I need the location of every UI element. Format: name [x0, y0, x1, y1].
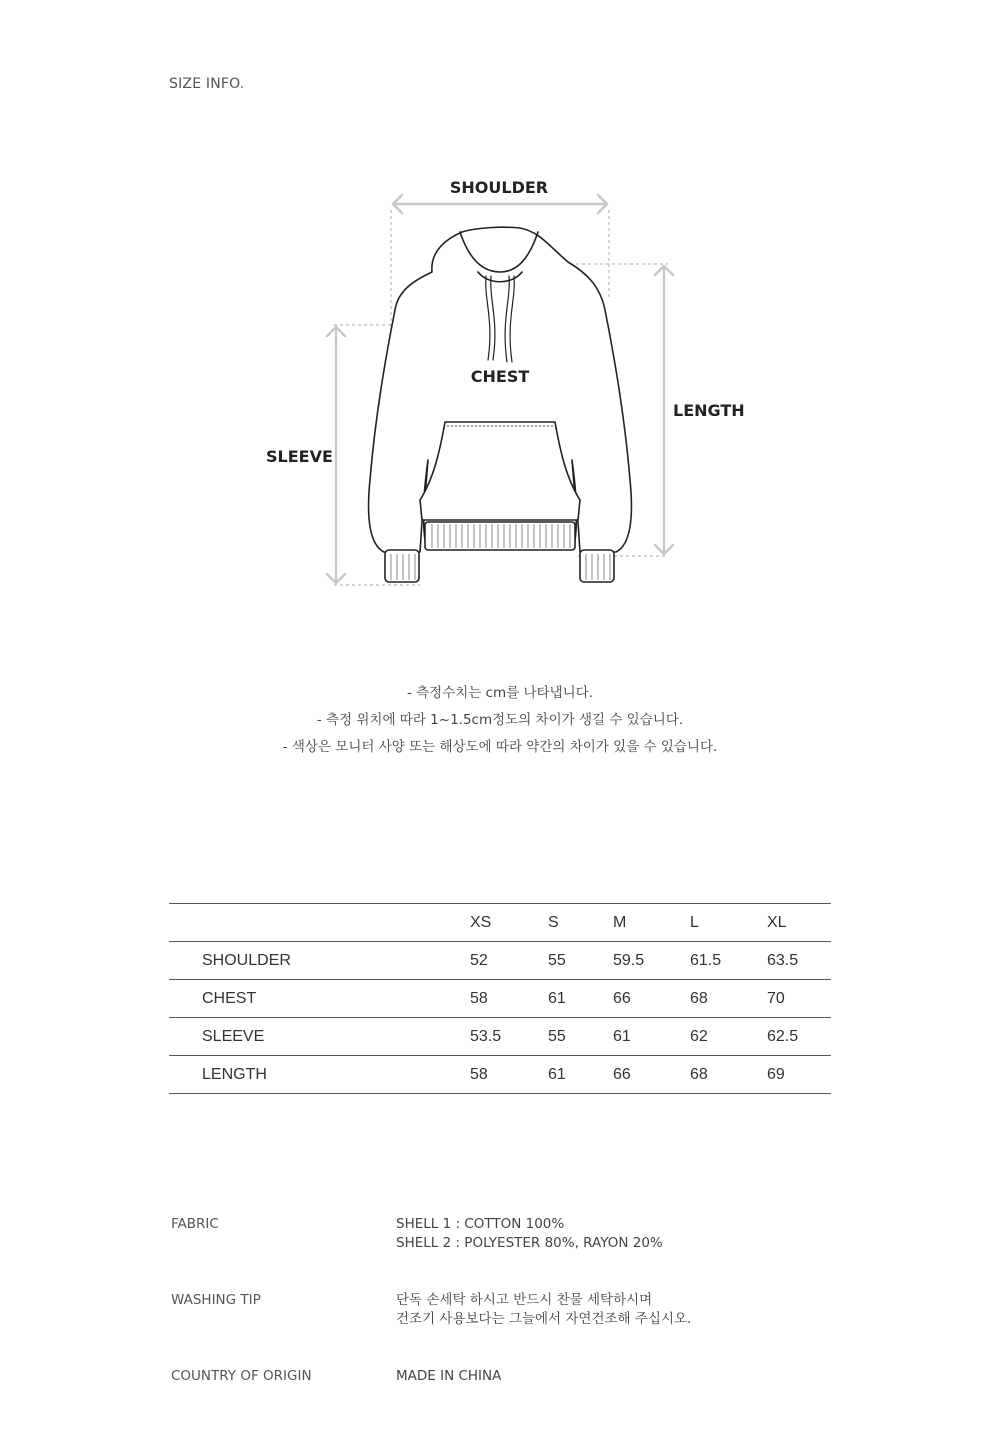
- origin-label: COUNTRY OF ORIGIN: [171, 1368, 312, 1384]
- table-cell: 66: [613, 1056, 690, 1094]
- fabric-value: [396, 1215, 663, 1253]
- table-row: [169, 1056, 831, 1094]
- shoulder-label: SHOULDER: [449, 178, 549, 197]
- header-cell: XL: [767, 904, 831, 942]
- header-cell: [169, 904, 470, 942]
- size-table: [169, 903, 831, 1094]
- table-cell: 58: [470, 1056, 548, 1094]
- row-label: SHOULDER: [169, 942, 470, 980]
- fabric-line: SHELL 1 : COTTON 100%: [396, 1216, 565, 1232]
- row-label: SLEEVE: [169, 1018, 470, 1056]
- fabric-label: FABRIC: [171, 1216, 219, 1232]
- table-cell: 55: [548, 942, 613, 980]
- table-cell: 63.5: [767, 942, 831, 980]
- table-cell: 70: [767, 980, 831, 1018]
- washing-line: 건조기 사용보다는 그늘에서 자연건조해 주십시오.: [396, 1311, 692, 1327]
- table-row: [169, 942, 831, 980]
- table-cell: 52: [470, 942, 548, 980]
- table-cell: 55: [548, 1018, 613, 1056]
- table-cell: 61: [613, 1018, 690, 1056]
- origin-line: MADE IN CHINA: [396, 1368, 502, 1384]
- table-cell: 66: [613, 980, 690, 1018]
- section-title: SIZE INFO.: [169, 76, 245, 92]
- row-label: LENGTH: [169, 1056, 470, 1094]
- table-cell: 61.5: [690, 942, 767, 980]
- header-cell: XS: [470, 904, 548, 942]
- hoodie-illustration: [0, 0, 1000, 640]
- row-label: CHEST: [169, 980, 470, 1018]
- hoodie-measurement-diagram: [0, 0, 1000, 640]
- header-cell: L: [690, 904, 767, 942]
- note-line: - 측정 위치에 따라 1~1.5cm정도의 차이가 생길 수 있습니다.: [316, 712, 684, 728]
- measurement-notes: [0, 680, 1000, 761]
- table-cell: 61: [548, 1056, 613, 1094]
- length-label: LENGTH: [673, 401, 745, 420]
- chest-label: CHEST: [470, 367, 530, 386]
- table-row: [169, 1018, 831, 1056]
- table-header-row: [169, 904, 831, 942]
- note-line: - 측정수치는 cm를 나타냅니다.: [406, 685, 594, 701]
- table-cell: 62: [690, 1018, 767, 1056]
- table-cell: 69: [767, 1056, 831, 1094]
- header-cell: M: [613, 904, 690, 942]
- washing-tip-value: [396, 1291, 691, 1329]
- note-line: - 색상은 모니터 사양 또는 해상도에 따라 약간의 차이가 있을 수 있습니다.: [282, 739, 718, 755]
- table-cell: 62.5: [767, 1018, 831, 1056]
- table-cell: 59.5: [613, 942, 690, 980]
- table-cell: 61: [548, 980, 613, 1018]
- header-cell: S: [548, 904, 613, 942]
- washing-line: 단독 손세탁 하시고 반드시 찬물 세탁하시며: [396, 1292, 653, 1308]
- fabric-line: SHELL 2 : POLYESTER 80%, RAYON 20%: [396, 1235, 663, 1251]
- table-row: [169, 980, 831, 1018]
- sleeve-label: SLEEVE: [266, 447, 333, 466]
- table-cell: 53.5: [470, 1018, 548, 1056]
- table-cell: 68: [690, 980, 767, 1018]
- table-cell: 58: [470, 980, 548, 1018]
- table-cell: 68: [690, 1056, 767, 1094]
- washing-tip-label: WASHING TIP: [171, 1292, 261, 1308]
- origin-value: [396, 1367, 501, 1386]
